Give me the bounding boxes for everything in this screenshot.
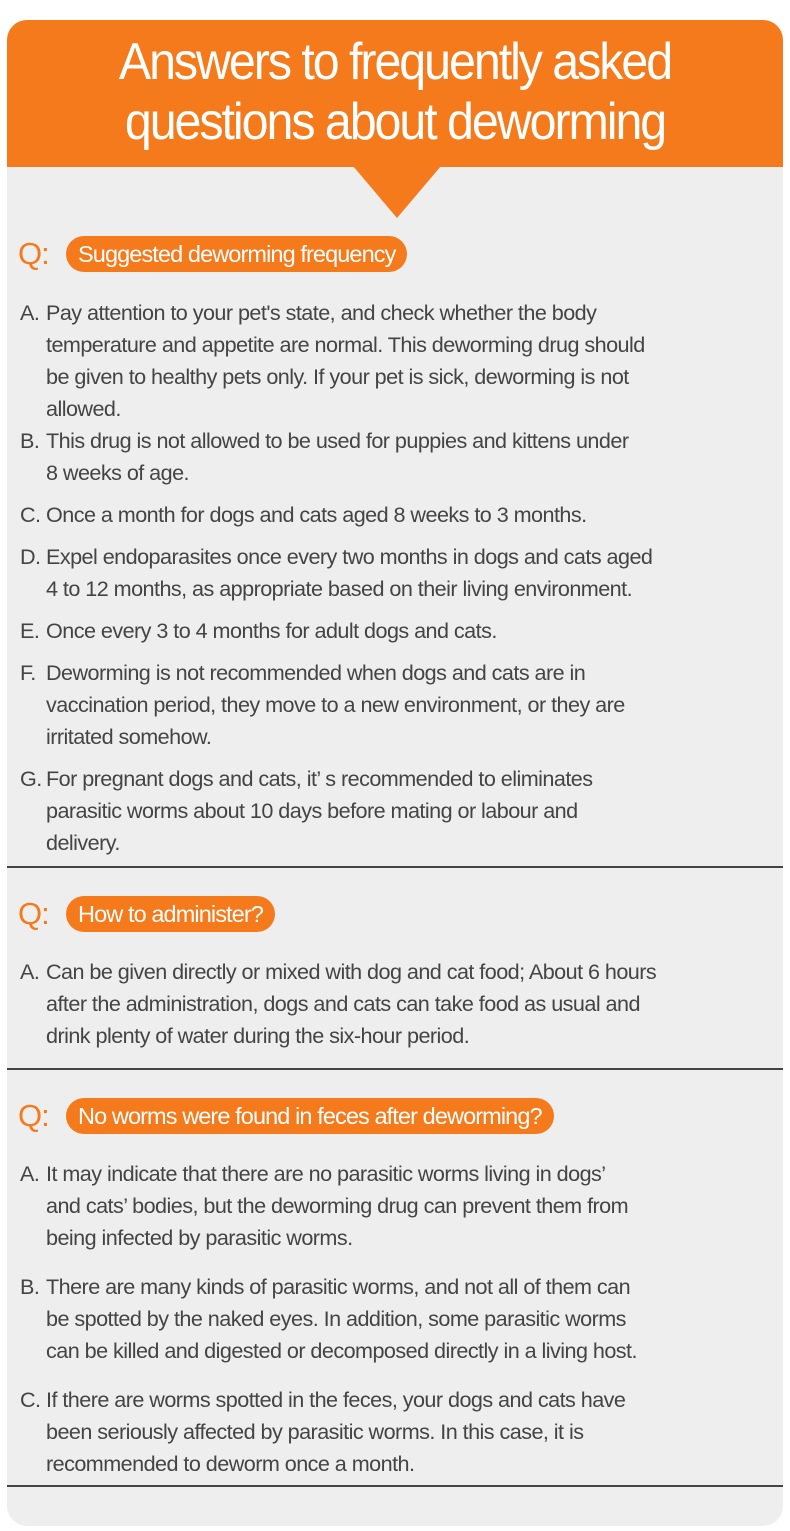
answer-line: This drug is not allowed to be used for puppies and kittens under: [46, 428, 629, 453]
question-pill: No worms were found in feces after deworming?: [66, 1098, 554, 1134]
answer-letter: A.: [20, 300, 40, 325]
answer-item: [7, 541, 783, 605]
answer-line: been seriously affected by parasitic worms. In this case, it is: [46, 1419, 584, 1444]
answer-item: [7, 657, 783, 753]
answer-line: and cats’ bodies, but the deworming drug can prevent them from: [46, 1193, 629, 1218]
section-divider: [7, 1485, 783, 1487]
header-pointer-triangle: [353, 166, 441, 218]
answer-line: Can be given directly or mixed with dog and cat food; About 6 hours: [46, 959, 657, 984]
answer-line: If there are worms spotted in the feces, your dogs and cats have: [46, 1387, 626, 1412]
faq-card: [7, 20, 783, 1526]
answer-item: [7, 297, 783, 425]
answer-line: temperature and appetite are normal. This deworming drug should: [46, 332, 645, 357]
answer-item: [7, 425, 783, 489]
answer-line: delivery.: [46, 830, 120, 855]
question-pill: How to administer?: [66, 896, 275, 932]
answer-list: [7, 297, 783, 859]
question-row: [7, 896, 783, 934]
title-line-2: questions about deworming: [124, 93, 666, 151]
answer-letter: B.: [20, 428, 40, 453]
answer-line: There are many kinds of parasitic worms, and not all of them can: [46, 1274, 631, 1299]
answer-item: [7, 499, 783, 531]
answer-line: Once every 3 to 4 months for adult dogs and cats.: [46, 618, 497, 643]
answer-letter: A.: [20, 1161, 40, 1186]
answer-line: irritated somehow.: [46, 724, 212, 749]
header-banner: [7, 20, 783, 167]
answer-line: Once a month for dogs and cats aged 8 weeks to 3 months.: [46, 502, 587, 527]
section-divider: [7, 866, 783, 868]
question-pill: Suggested deworming frequency: [66, 236, 407, 272]
answer-line: Pay attention to your pet's state, and check whether the body: [46, 300, 597, 325]
page-title: [34, 32, 756, 152]
question-row: [7, 1098, 783, 1136]
answer-letter: F.: [20, 660, 36, 685]
answer-line: 8 weeks of age.: [46, 460, 190, 485]
answer-list: [7, 956, 783, 1052]
title-line-1: Answers to frequently asked: [118, 33, 672, 91]
answer-item: [7, 1384, 783, 1480]
answer-line: 4 to 12 months, as appropriate based on their living environment.: [46, 576, 633, 601]
answer-line: can be killed and digested or decomposed directly in a living host.: [46, 1338, 637, 1363]
question-row: [7, 236, 783, 274]
q-label: Q:: [18, 236, 49, 271]
answer-line: vaccination period, they move to a new environment, or they are: [46, 692, 625, 717]
answer-line: after the administration, dogs and cats can take food as usual and: [46, 991, 640, 1016]
answer-line: Expel endoparasites once every two months in dogs and cats aged: [46, 544, 653, 569]
answer-item: [7, 1271, 783, 1367]
answer-letter: C.: [20, 502, 41, 527]
faq-section-frequency: [7, 236, 783, 859]
answer-line: be spotted by the naked eyes. In addition, some parasitic worms: [46, 1306, 626, 1331]
faq-section-administer: [7, 896, 783, 1052]
answer-letter: A.: [20, 959, 40, 984]
answer-line: drink plenty of water during the six-hour period.: [46, 1023, 470, 1048]
answer-letter: D.: [20, 544, 41, 569]
section-divider: [7, 1068, 783, 1070]
answer-letter: C.: [20, 1387, 41, 1412]
q-label: Q:: [18, 1098, 49, 1133]
q-label: Q:: [18, 896, 49, 931]
answer-line: allowed.: [46, 396, 121, 421]
answer-line: It may indicate that there are no parasitic worms living in dogs’: [46, 1161, 606, 1186]
answer-line: be given to healthy pets only. If your pet is sick, deworming is not: [46, 364, 629, 389]
answer-item: [7, 1158, 783, 1254]
answer-item: [7, 763, 783, 859]
answer-line: recommended to deworm once a month.: [46, 1451, 415, 1476]
answer-letter: B.: [20, 1274, 40, 1299]
answer-letter: E.: [20, 618, 40, 643]
answer-letter: G.: [20, 766, 42, 791]
answer-line: parasitic worms about 10 days before mating or labour and: [46, 798, 578, 823]
faq-section-no-worms: [7, 1098, 783, 1480]
answer-line: being infected by parasitic worms.: [46, 1225, 353, 1250]
answer-line: Deworming is not recommended when dogs and cats are in: [46, 660, 586, 685]
answer-item: [7, 956, 783, 1052]
answer-line: For pregnant dogs and cats, it’ s recommended to eliminates: [46, 766, 593, 791]
answer-list: [7, 1158, 783, 1480]
answer-item: [7, 615, 783, 647]
